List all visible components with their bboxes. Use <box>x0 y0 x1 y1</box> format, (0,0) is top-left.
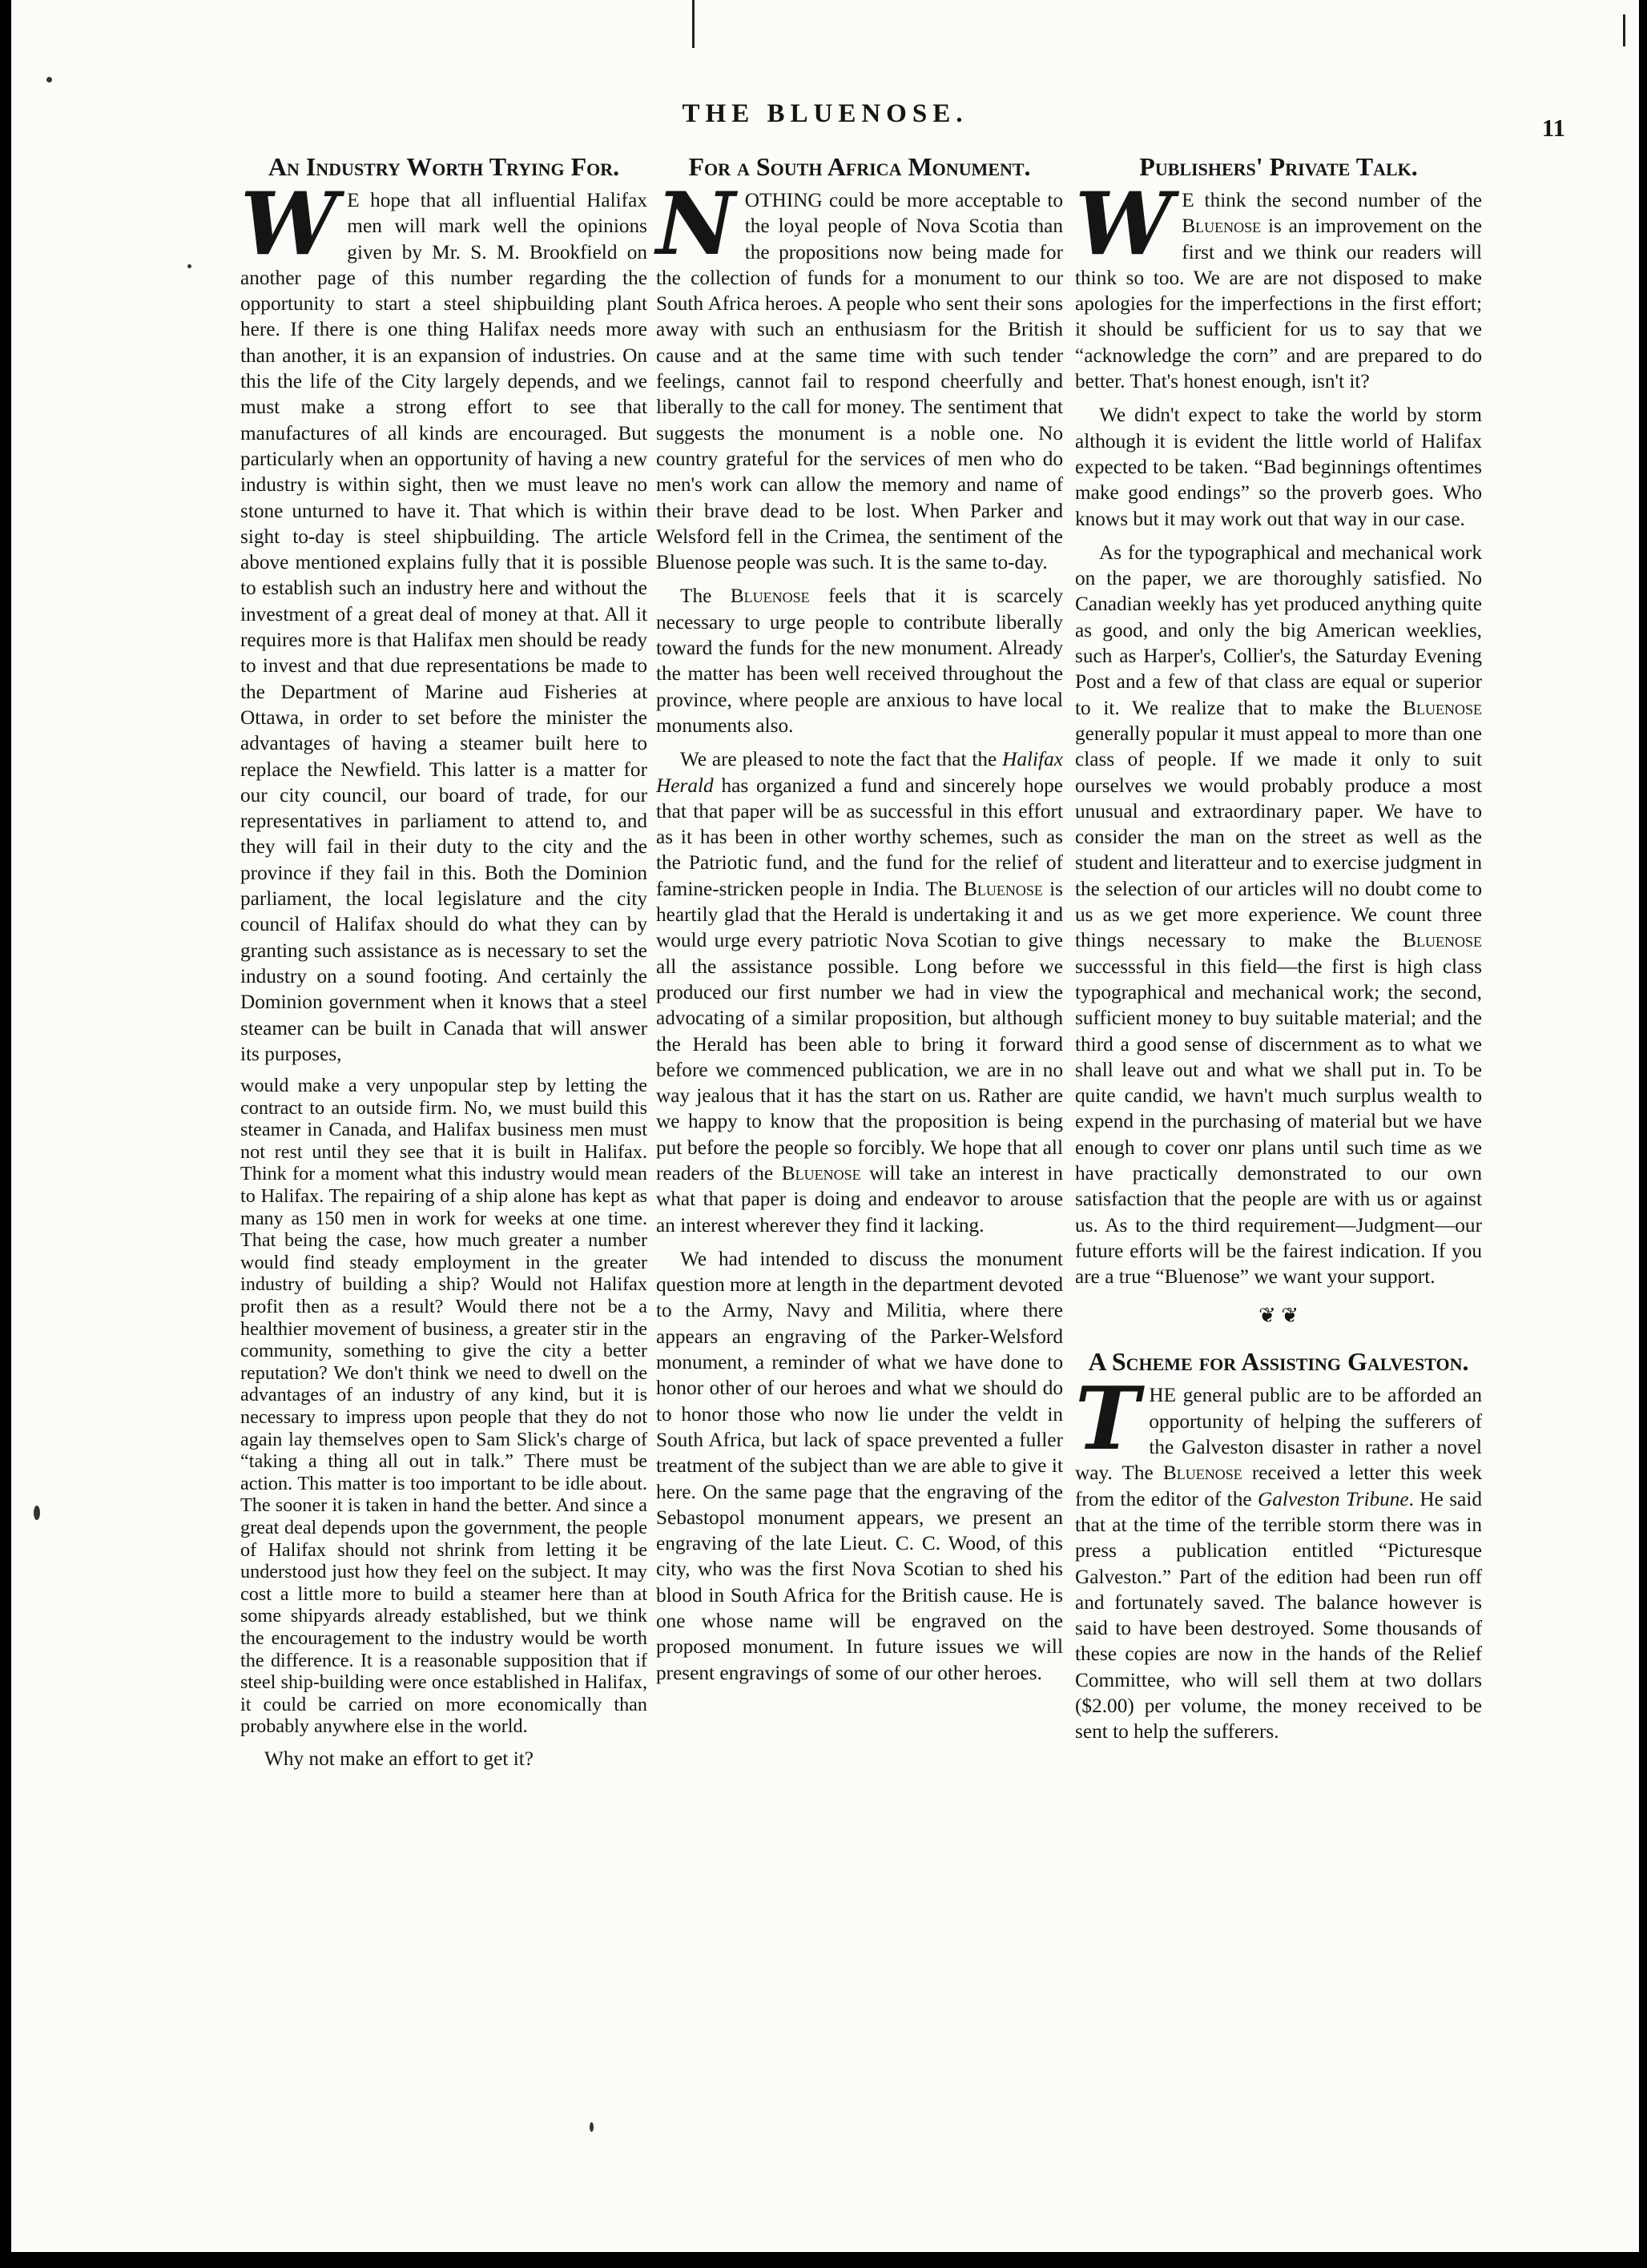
text-run: E think the second number of the <box>1182 189 1482 211</box>
text-run: . He said that at the time of the terrible storm there was in press a publication entitled “Picturesque Galveston.” Part of the edition had been run off and fortunately saved. The balance however is said to have been destroyed. Some thousands of these copies are now in the hands of the Relief Committee, who will sell them at two dollars ($2.00) per volume, the money received to be sent to help the sufferers. <box>1075 1487 1483 1743</box>
text-run: received a letter this week from the editor of the <box>1075 1462 1482 1510</box>
publication-title: Galveston Tribune <box>1257 1487 1409 1510</box>
paper-name: Bluenose <box>781 1161 861 1184</box>
article-paragraph: We didn't expect to take the world by storm although it is evident the little world of Halifax expected to be taken. “Bad beginnings oftentimes make good endings” so the proverb goes. Who knows but it may work out that way in our case. <box>1075 404 1482 530</box>
print-speck <box>34 1506 40 1520</box>
drop-cap: W <box>1075 174 1173 275</box>
article-headline: An Industry Worth Trying For. <box>268 152 620 181</box>
text-run: will take an interest in what that paper is doing and endeavor to arouse an interest wherever they find it lacking. <box>656 1161 1063 1237</box>
drop-cap: W <box>240 174 338 275</box>
paper-name: Bluenose <box>964 877 1043 900</box>
text-run: We are pleased to note the fact that the <box>680 748 1003 771</box>
text-run: HE general public are to be afforded an opportunity of helping the sufferers of the Galveston disaster in rather a novel way. The <box>1075 1384 1482 1485</box>
newspaper-page <box>11 0 1639 2252</box>
paragraph-text: E hope that all influential Halifax men will mark well the opinions given by Mr. S. M. Brookfield on another page of this number regarding the opportunity to start a steel shipbuilding plant here. If there is one thing Halifax needs more than another, it is an expansion of industries. On this the life of the City largely depends, and we must make a strong effort to see that manufactures of all kinds are encouraged. But particularly when an opportunity of having a new industry is within sight, then we must leave no stone unturned to have it. That which is within sight to-day is steel shipbuilding. The article above mentioned explains fully that it is possible to establish such an industry here and without the investment of a great deal of money at that. All it requires more is that Halifax men should be ready to invest and that due representations be made to the Department of Marine aud Fisheries at Ottawa, in order to set before the minister the advantages of having a steamer built here to replace the Newfield. This latter is a matter for our city council, our board of trade, for our representatives in parliament to attend to, and they will fail in their duty to the city and the province if they fail in this. Both the Dominion parliament, the local legislature and the city council of Halifax should do what they can by granting such assistance as is necessary to set the industry on a sound footing. And certainly the Dominion government when it knows that a steel steamer can be built in Canada that will answer its purposes, <box>240 189 647 1065</box>
running-head: THE BLUENOSE. <box>682 99 968 128</box>
text-run: has organized a fund and sincerely hope that that paper will be as successful in this effort as it has been in other worthy schemes, such as the Patriotic fund, and the fund for the relief of famine-stricken people in India. The <box>656 774 1063 900</box>
text-run: The <box>680 585 731 608</box>
page-number: 11 <box>1541 114 1565 142</box>
article-paragraph <box>656 174 1063 575</box>
article-headline: A Scheme for Assisting Galveston. <box>1088 1347 1469 1377</box>
article-paragraph <box>240 174 647 1067</box>
article-paragraph <box>1075 174 1482 394</box>
text-run: generally popular it must appeal to more than one class of people. If we made it only to suit ourselves we would probably produce a most unusual and extraordinary paper. We have to consider the man on the street as well as the student and literatteur and to exercise judgment in the selection of our articles will no doubt come to us as we get more experience. We count three things necessary to make the <box>1075 722 1482 952</box>
article-paragraph: Why not make an effort to get it? <box>264 1747 534 1770</box>
paper-name: Bluenose <box>1182 215 1262 238</box>
print-speck <box>187 264 191 268</box>
article-paragraph <box>1075 540 1482 1290</box>
article-paragraph: would make a very unpopular step by letting the contract to an outside firm. No, we must build this steamer in Canada, and Halifax business men must not rest until they see that it is built in Halifax. Think for a moment what this industry would mean to Halifax. The repairing of a ship alone has kept as many as 150 men in work for weeks at one time. That being the case, how much greater a number would find steady employment in the greater industry of building a ship? Would not Halifax profit then as a result? Would there not be a healthier movement of business, a greater stir in the community, something to give the city a better reputation? We don't think we need to dwell on the advantages of an industry of any kind, but it is necessary to impress upon people that they do not again lay themselves open to Sam Slick's charge of “taking a thing all out in talk.” There must be action. This matter is too important to be idle about. The sooner it is taken in hand the better. And since a great deal depends upon the government, the people of Halifax should not shrink from letting it be understood just how they feel on the subject. It may cost a little more to build a steamer here than at some shipyards already established, but we think the encouragement to the industry would be worth the difference. It is a reasonable supposition that if steel ship-building were once established in Halifax, it could be carried on more economically than probably anywhere else in the world. <box>240 1075 647 1738</box>
article-headline: For a South Africa Monument. <box>688 152 1031 181</box>
text-run: is an improvement on the first and we think our readers will think so too. We are are not disposed to make apologies for the imperfections in the first effort; it should be sufficient for us to say that we “acknowledge the corn” and are prepared to do better. That's honest enough, isn't it? <box>1075 215 1482 393</box>
article-paragraph: We had intended to discuss the monument question more at length in the department devoted to the Army, Navy and Militia, where there appears an engraving of the Parker-Welsford monument, a reminder of what we have done to honor other of our heroes and what we should do to honor those who now lie under the veldt in South Africa, but lack of space prevented a fuller treatment of the subject than we are able to give it here. On the same page that the engraving of the Sebastopol monument appears, we present an engraving of the late Lieut. C. C. Wood, of this city, who was the first Nova Scotian to shed his blood in South Africa for the British cause. He is one whose name will be engraved on the proposed monument. In future issues we will present engravings of some of our other heroes. <box>656 1247 1063 1684</box>
drop-cap: N <box>656 174 735 275</box>
page-edge-mark <box>1623 14 1625 46</box>
column-monument <box>656 151 1063 1686</box>
column-publishers <box>1075 151 1482 1745</box>
publication-title: Halifax Herald <box>656 748 1063 797</box>
text-run: As for the typographical and mechanical work on the paper, we are thoroughly satisfied. No Canadian weekly has yet produced anything quite as good, and only the big American weeklies, such as Harper's, Collier's, the Saturday Evening Post and a few of that class are equal or superior to it. We realize that to make the <box>1075 541 1482 719</box>
article-paragraph <box>656 746 1063 1238</box>
paper-name: Bluenose <box>1162 1462 1242 1485</box>
print-speck <box>590 2122 594 2132</box>
text-run: successsful in this field—the first is high class typographical and mechanical work; the second, sufficient money to buy suitable material; and the third a good sense of discernment as to what we shall leave out and what we shall put in. To be quite candid, we havn't much surplus wealth to expend in the purchasing of material but we have enough to cover onr plans until such time as we have practically demonstrated to our own satisfaction that the people are with us or against us. As to the third requirement—Judgment—our future efforts will be the fairest indication. If you are a true “Bluenose” we want your support. <box>1075 955 1482 1289</box>
print-speck <box>46 77 52 82</box>
drop-cap: T <box>1075 1369 1140 1470</box>
column-industry <box>240 151 647 1771</box>
article-paragraph <box>1075 1369 1483 1744</box>
paper-name: Bluenose <box>1403 696 1482 719</box>
article-headline: Publishers' Private Talk. <box>1139 152 1418 181</box>
text-run: feels that it is scarcely necessary to urge people to contribute liberally toward the funds for the new monument. Already the matter has been well received throughout the province, where people are anxious to have local monuments also. <box>656 585 1063 737</box>
paper-name: Bluenose <box>730 585 810 608</box>
paper-name: Bluenose <box>1403 929 1482 952</box>
paragraph-text: OTHING could be more acceptable to the loyal people of Nova Scotia than the propositions now being made for the collection of funds for a monument to our South Africa heroes. A people who sent their sons away with such an enthusiasm for the British cause and at the same time with such tender feelings, cannot fail to respond cheerfully and liberally to the call for money. The sentiment that suggests the monument is a noble one. No country grateful for the services of men who do men's work can allow the memory and name of their brave dead to be lost. When Parker and Welsford fell in the Crimea, the sentiment of the Bluenose people was such. It is the same to-day. <box>656 189 1063 574</box>
text-run: is heartily glad that the Herald is undertaking it and would urge every patriotic Nova Scotian to give all the assistance possible. Long before we produced our first number we had in view the advocating of a similar proposition, but although the Herald has been able to bring it forward before we commenced publication, we are in no way jealous that it has the start on us. Rather are we happy to know that the proposition is being put before the people so forcibly. We hope that all readers of the <box>656 877 1063 1184</box>
ornament-divider: ❦ ❦ <box>1258 1304 1299 1328</box>
page-edge-mark <box>692 0 695 48</box>
article-paragraph <box>656 583 1063 738</box>
